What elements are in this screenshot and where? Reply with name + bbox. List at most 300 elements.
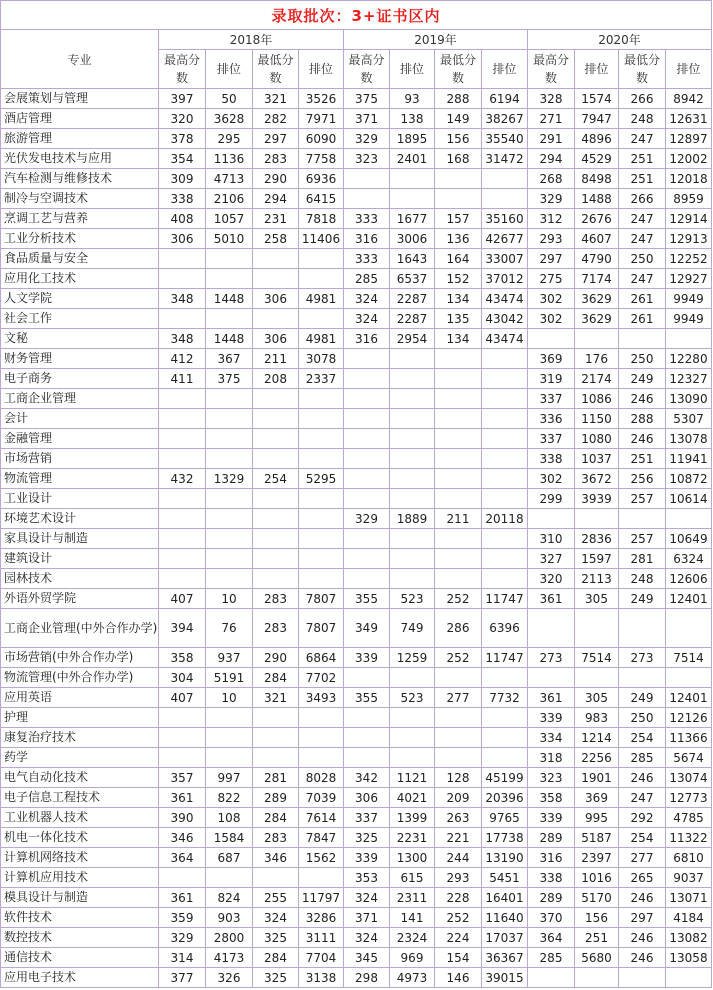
score-cell: 261 xyxy=(619,309,666,329)
score-cell xyxy=(344,449,390,469)
header-min-score: 最低分数 xyxy=(619,50,666,89)
score-cell: 3526 xyxy=(299,89,344,109)
score-cell: 290 xyxy=(253,169,299,189)
major-name-cell: 烹调工艺与营养 xyxy=(1,209,159,229)
score-cell: 251 xyxy=(575,928,619,948)
score-cell xyxy=(575,329,619,349)
header-rank: 排位 xyxy=(390,50,435,89)
score-cell: 157 xyxy=(435,209,482,229)
score-cell: 348 xyxy=(159,329,206,349)
score-cell: 2324 xyxy=(390,928,435,948)
score-cell: 291 xyxy=(528,129,575,149)
score-cell: 20118 xyxy=(482,509,528,529)
score-cell: 146 xyxy=(435,968,482,988)
score-cell xyxy=(159,489,206,509)
score-cell: 7971 xyxy=(299,109,344,129)
major-name-cell: 工商企业管理(中外合作办学) xyxy=(1,609,159,648)
score-cell: 4021 xyxy=(390,788,435,808)
score-cell: 285 xyxy=(344,269,390,289)
score-cell: 318 xyxy=(528,748,575,768)
score-cell: 355 xyxy=(344,589,390,609)
score-cell xyxy=(435,469,482,489)
score-cell: 176 xyxy=(575,349,619,369)
score-cell: 306 xyxy=(159,229,206,249)
score-cell xyxy=(299,429,344,449)
score-cell: 10649 xyxy=(666,529,712,549)
score-cell: 38267 xyxy=(482,109,528,129)
score-cell: 316 xyxy=(528,848,575,868)
score-cell: 1901 xyxy=(575,768,619,788)
score-cell: 338 xyxy=(528,868,575,888)
score-cell: 364 xyxy=(159,848,206,868)
score-cell: 370 xyxy=(528,908,575,928)
score-cell: 304 xyxy=(159,668,206,688)
score-cell: 6936 xyxy=(299,169,344,189)
score-cell: 246 xyxy=(619,928,666,948)
score-cell: 138 xyxy=(390,109,435,129)
table-row xyxy=(1,888,712,908)
header-min-score: 最低分数 xyxy=(435,50,482,89)
score-cell: 4785 xyxy=(666,808,712,828)
score-cell: 2174 xyxy=(575,369,619,389)
table-row xyxy=(1,269,712,289)
score-cell: 323 xyxy=(344,149,390,169)
major-name-cell: 物流管理(中外合作办学) xyxy=(1,668,159,688)
score-cell: 333 xyxy=(344,249,390,269)
score-cell: 13090 xyxy=(666,389,712,409)
major-name-cell: 工业机器人技术 xyxy=(1,808,159,828)
score-cell xyxy=(390,449,435,469)
score-cell: 1300 xyxy=(390,848,435,868)
score-cell: 6396 xyxy=(482,609,528,648)
score-cell xyxy=(390,469,435,489)
score-cell: 10 xyxy=(206,589,253,609)
score-cell: 324 xyxy=(344,309,390,329)
score-cell: 3672 xyxy=(575,469,619,489)
score-cell xyxy=(435,728,482,748)
score-cell: 411 xyxy=(159,369,206,389)
score-cell: 3493 xyxy=(299,688,344,708)
score-cell xyxy=(299,549,344,569)
score-cell xyxy=(253,868,299,888)
score-cell xyxy=(253,748,299,768)
score-cell: 338 xyxy=(159,189,206,209)
major-name-cell: 计算机应用技术 xyxy=(1,868,159,888)
score-cell: 357 xyxy=(159,768,206,788)
major-name-cell: 外语外贸学院 xyxy=(1,589,159,609)
score-cell: 35160 xyxy=(482,209,528,229)
score-cell: 283 xyxy=(253,149,299,169)
score-cell: 12897 xyxy=(666,129,712,149)
score-cell xyxy=(482,369,528,389)
table-row xyxy=(1,369,712,389)
header-min-score: 最低分数 xyxy=(253,50,299,89)
score-cell: 1259 xyxy=(390,648,435,668)
score-cell: 329 xyxy=(344,509,390,529)
table-row xyxy=(1,948,712,968)
score-cell: 248 xyxy=(619,569,666,589)
table-row xyxy=(1,828,712,848)
major-name-cell: 环境艺术设计 xyxy=(1,509,159,529)
score-cell: 246 xyxy=(619,948,666,968)
score-cell: 328 xyxy=(528,89,575,109)
score-cell: 31472 xyxy=(482,149,528,169)
score-cell: 822 xyxy=(206,788,253,808)
score-cell xyxy=(206,269,253,289)
score-cell xyxy=(390,728,435,748)
score-cell: 1150 xyxy=(575,409,619,429)
score-cell: 249 xyxy=(619,589,666,609)
score-cell xyxy=(482,708,528,728)
score-cell xyxy=(344,169,390,189)
score-cell: 7039 xyxy=(299,788,344,808)
header-rank: 排位 xyxy=(482,50,528,89)
score-cell xyxy=(390,569,435,589)
score-cell: 345 xyxy=(344,948,390,968)
score-cell: 397 xyxy=(159,89,206,109)
score-cell xyxy=(344,389,390,409)
score-cell: 246 xyxy=(619,768,666,788)
score-cell: 2256 xyxy=(575,748,619,768)
score-cell: 1037 xyxy=(575,449,619,469)
score-cell: 371 xyxy=(344,109,390,129)
score-cell xyxy=(528,509,575,529)
major-name-cell: 电子信息工程技术 xyxy=(1,788,159,808)
score-cell: 263 xyxy=(435,808,482,828)
score-cell: 13071 xyxy=(666,888,712,908)
score-cell: 43042 xyxy=(482,309,528,329)
score-cell: 1889 xyxy=(390,509,435,529)
table-row xyxy=(1,209,712,229)
major-name-cell: 文秘 xyxy=(1,329,159,349)
score-cell: 273 xyxy=(619,648,666,668)
score-cell: 255 xyxy=(253,888,299,908)
score-cell: 353 xyxy=(344,868,390,888)
score-cell: 358 xyxy=(159,648,206,668)
table-row xyxy=(1,968,712,988)
score-cell: 302 xyxy=(528,469,575,489)
score-cell: 324 xyxy=(344,289,390,309)
score-cell: 9949 xyxy=(666,309,712,329)
score-cell: 252 xyxy=(435,908,482,928)
score-cell: 4173 xyxy=(206,948,253,968)
score-cell: 128 xyxy=(435,768,482,788)
major-name-cell: 工业分析技术 xyxy=(1,229,159,249)
score-cell xyxy=(344,748,390,768)
score-cell: 1597 xyxy=(575,549,619,569)
score-cell xyxy=(435,748,482,768)
score-cell: 231 xyxy=(253,209,299,229)
score-cell xyxy=(159,309,206,329)
score-cell xyxy=(390,169,435,189)
score-cell xyxy=(344,409,390,429)
major-name-cell: 物流管理 xyxy=(1,469,159,489)
score-cell: 5170 xyxy=(575,888,619,908)
score-cell: 337 xyxy=(528,389,575,409)
table-row xyxy=(1,589,712,609)
score-cell: 8028 xyxy=(299,768,344,788)
major-name-cell: 会计 xyxy=(1,409,159,429)
score-cell xyxy=(206,249,253,269)
major-name-cell: 模具设计与制造 xyxy=(1,888,159,908)
score-cell: 969 xyxy=(390,948,435,968)
score-cell: 281 xyxy=(619,549,666,569)
score-cell: 283 xyxy=(253,609,299,648)
score-cell xyxy=(666,329,712,349)
score-cell xyxy=(390,489,435,509)
score-cell xyxy=(299,569,344,589)
score-cell: 297 xyxy=(253,129,299,149)
score-cell xyxy=(159,748,206,768)
header-year-2018: 2018年 xyxy=(159,30,344,50)
score-cell: 309 xyxy=(159,169,206,189)
score-cell: 254 xyxy=(619,828,666,848)
header-max-score: 最高分数 xyxy=(528,50,575,89)
major-name-cell: 机电一体化技术 xyxy=(1,828,159,848)
table-row xyxy=(1,788,712,808)
score-cell: 247 xyxy=(619,788,666,808)
score-cell: 11406 xyxy=(299,229,344,249)
score-cell: 293 xyxy=(528,229,575,249)
score-cell xyxy=(482,349,528,369)
score-cell: 323 xyxy=(528,768,575,788)
score-cell xyxy=(619,968,666,988)
score-cell: 11747 xyxy=(482,589,528,609)
score-cell xyxy=(159,728,206,748)
score-cell xyxy=(299,748,344,768)
score-cell xyxy=(390,369,435,389)
score-cell: 305 xyxy=(575,688,619,708)
score-cell xyxy=(482,549,528,569)
score-cell: 7702 xyxy=(299,668,344,688)
score-cell xyxy=(206,309,253,329)
score-cell xyxy=(253,549,299,569)
score-cell xyxy=(253,569,299,589)
table-row xyxy=(1,768,712,788)
score-cell xyxy=(390,529,435,549)
table-row xyxy=(1,509,712,529)
score-cell xyxy=(206,569,253,589)
score-cell: 3629 xyxy=(575,309,619,329)
major-name-cell: 酒店管理 xyxy=(1,109,159,129)
score-cell: 266 xyxy=(619,189,666,209)
score-cell: 523 xyxy=(390,589,435,609)
score-cell xyxy=(575,968,619,988)
score-cell: 1080 xyxy=(575,429,619,449)
score-cell: 361 xyxy=(159,888,206,908)
score-cell xyxy=(299,449,344,469)
score-cell xyxy=(299,489,344,509)
score-cell: 367 xyxy=(206,349,253,369)
score-cell: 355 xyxy=(344,688,390,708)
score-cell xyxy=(159,868,206,888)
score-cell: 4607 xyxy=(575,229,619,249)
score-cell: 20396 xyxy=(482,788,528,808)
major-name-cell: 工商企业管理 xyxy=(1,389,159,409)
score-cell xyxy=(159,249,206,269)
table-row xyxy=(1,389,712,409)
score-cell: 5680 xyxy=(575,948,619,968)
score-cell: 749 xyxy=(390,609,435,648)
score-cell: 2800 xyxy=(206,928,253,948)
score-cell: 293 xyxy=(435,868,482,888)
score-cell: 35540 xyxy=(482,129,528,149)
score-cell: 354 xyxy=(159,149,206,169)
major-name-cell: 社会工作 xyxy=(1,309,159,329)
score-cell: 412 xyxy=(159,349,206,369)
score-cell: 1895 xyxy=(390,129,435,149)
score-cell xyxy=(253,429,299,449)
score-cell: 9037 xyxy=(666,868,712,888)
score-cell: 134 xyxy=(435,289,482,309)
score-cell: 7732 xyxy=(482,688,528,708)
score-cell xyxy=(666,968,712,988)
score-cell xyxy=(299,708,344,728)
major-name-cell: 应用英语 xyxy=(1,688,159,708)
score-cell xyxy=(159,429,206,449)
score-cell: 338 xyxy=(528,449,575,469)
score-cell: 11322 xyxy=(666,828,712,848)
score-cell xyxy=(344,369,390,389)
score-cell: 3628 xyxy=(206,109,253,129)
score-cell: 339 xyxy=(528,808,575,828)
score-cell: 284 xyxy=(253,668,299,688)
table-row xyxy=(1,808,712,828)
score-cell: 4981 xyxy=(299,329,344,349)
major-name-cell: 电子商务 xyxy=(1,369,159,389)
score-cell: 247 xyxy=(619,269,666,289)
score-cell: 359 xyxy=(159,908,206,928)
major-name-cell: 金融管理 xyxy=(1,429,159,449)
major-name-cell: 建筑设计 xyxy=(1,549,159,569)
score-cell: 271 xyxy=(528,109,575,129)
score-cell xyxy=(299,529,344,549)
score-cell xyxy=(435,349,482,369)
score-cell: 329 xyxy=(159,928,206,948)
score-cell: 43474 xyxy=(482,289,528,309)
major-name-cell: 会展策划与管理 xyxy=(1,89,159,109)
score-cell xyxy=(159,449,206,469)
score-cell: 5674 xyxy=(666,748,712,768)
score-cell: 268 xyxy=(528,169,575,189)
score-cell: 310 xyxy=(528,529,575,549)
score-cell: 164 xyxy=(435,249,482,269)
score-cell: 1016 xyxy=(575,868,619,888)
score-cell: 7807 xyxy=(299,589,344,609)
score-cell xyxy=(528,668,575,688)
score-cell: 325 xyxy=(253,968,299,988)
score-cell xyxy=(253,529,299,549)
score-cell: 339 xyxy=(344,848,390,868)
score-cell xyxy=(482,529,528,549)
score-cell xyxy=(299,728,344,748)
score-cell: 258 xyxy=(253,229,299,249)
score-cell xyxy=(253,269,299,289)
score-cell: 76 xyxy=(206,609,253,648)
score-cell: 2311 xyxy=(390,888,435,908)
score-cell: 407 xyxy=(159,589,206,609)
major-name-cell: 旅游管理 xyxy=(1,129,159,149)
score-cell: 408 xyxy=(159,209,206,229)
score-cell: 168 xyxy=(435,149,482,169)
score-cell: 289 xyxy=(253,788,299,808)
score-cell: 346 xyxy=(159,828,206,848)
score-cell: 277 xyxy=(435,688,482,708)
score-cell xyxy=(159,549,206,569)
score-cell: 13082 xyxy=(666,928,712,948)
score-cell xyxy=(435,529,482,549)
score-cell: 250 xyxy=(619,708,666,728)
score-cell: 320 xyxy=(528,569,575,589)
score-cell xyxy=(344,708,390,728)
score-cell: 16401 xyxy=(482,888,528,908)
major-name-cell: 电气自动化技术 xyxy=(1,768,159,788)
score-cell: 12126 xyxy=(666,708,712,728)
score-cell: 43474 xyxy=(482,329,528,349)
score-cell: 7174 xyxy=(575,269,619,289)
table-row xyxy=(1,249,712,269)
score-cell: 289 xyxy=(528,828,575,848)
score-cell: 336 xyxy=(528,409,575,429)
score-cell: 314 xyxy=(159,948,206,968)
score-cell: 228 xyxy=(435,888,482,908)
score-cell: 247 xyxy=(619,229,666,249)
score-cell: 937 xyxy=(206,648,253,668)
score-cell: 8942 xyxy=(666,89,712,109)
table-row xyxy=(1,149,712,169)
score-cell xyxy=(619,509,666,529)
score-cell: 1574 xyxy=(575,89,619,109)
score-cell: 319 xyxy=(528,369,575,389)
major-name-cell: 汽车检测与维修技术 xyxy=(1,169,159,189)
score-cell: 3111 xyxy=(299,928,344,948)
score-cell: 209 xyxy=(435,788,482,808)
score-cell xyxy=(666,609,712,648)
score-cell: 334 xyxy=(528,728,575,748)
score-cell: 17738 xyxy=(482,828,528,848)
score-cell xyxy=(159,708,206,728)
score-cell: 297 xyxy=(528,249,575,269)
score-cell xyxy=(253,489,299,509)
score-cell xyxy=(206,429,253,449)
score-cell: 2231 xyxy=(390,828,435,848)
score-cell xyxy=(435,189,482,209)
score-cell: 11797 xyxy=(299,888,344,908)
score-cell: 2836 xyxy=(575,529,619,549)
score-cell: 6090 xyxy=(299,129,344,149)
score-cell: 7704 xyxy=(299,948,344,968)
score-cell xyxy=(575,668,619,688)
score-cell: 306 xyxy=(253,329,299,349)
score-cell xyxy=(344,469,390,489)
score-cell: 11941 xyxy=(666,449,712,469)
score-cell: 134 xyxy=(435,329,482,349)
score-cell: 687 xyxy=(206,848,253,868)
score-cell: 6537 xyxy=(390,269,435,289)
score-cell: 13074 xyxy=(666,768,712,788)
score-cell: 316 xyxy=(344,329,390,349)
score-cell xyxy=(666,509,712,529)
header-rank: 排位 xyxy=(666,50,712,89)
score-cell: 294 xyxy=(528,149,575,169)
score-cell: 250 xyxy=(619,249,666,269)
score-cell: 7614 xyxy=(299,808,344,828)
score-cell: 3939 xyxy=(575,489,619,509)
header-rank: 排位 xyxy=(575,50,619,89)
score-cell xyxy=(482,489,528,509)
table-row xyxy=(1,329,712,349)
major-name-cell: 光伏发电技术与应用 xyxy=(1,149,159,169)
